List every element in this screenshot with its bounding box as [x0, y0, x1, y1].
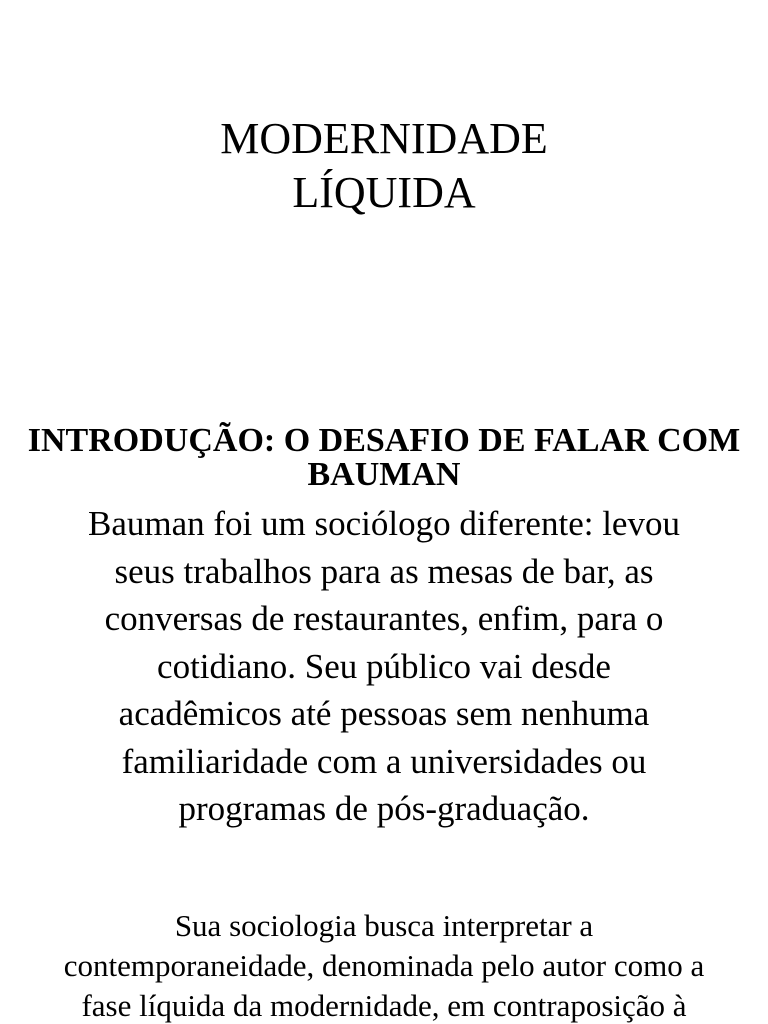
- paragraph-line: cotidiano. Seu público vai desde: [157, 646, 611, 686]
- heading-line: INTRODUÇÃO: O DESAFIO DE FALAR COM: [27, 422, 741, 459]
- paragraph-line: conversas de restaurantes, enfim, para o: [104, 599, 664, 638]
- paragraph-line: Sua sociologia busca interpretar a: [174, 908, 594, 943]
- paragraph-line: contemporaneidade, denominada pelo autor como a: [63, 948, 705, 983]
- second-paragraph: [0, 906, 768, 1024]
- paragraph-line: acadêmicos até pessoas sem nenhuma: [118, 694, 650, 733]
- paragraph-line: seus trabalhos para as mesas de bar, as: [114, 551, 654, 591]
- intro-paragraph: [0, 500, 768, 833]
- title-line: LÍQUIDA: [292, 168, 476, 217]
- paragraph-line: fase líquida da modernidade, em contraposição à: [81, 988, 687, 1023]
- paragraph-line: programas de pós-graduação.: [178, 789, 590, 828]
- document-title: [0, 112, 768, 220]
- paragraph-line: familiaridade com a universidades ou: [121, 741, 647, 781]
- title-line: MODERNIDADE: [220, 114, 548, 163]
- section-heading: [0, 418, 768, 492]
- heading-line: BAUMAN: [307, 456, 461, 492]
- paragraph-line: Bauman foi um sociólogo diferente: levou: [88, 504, 680, 543]
